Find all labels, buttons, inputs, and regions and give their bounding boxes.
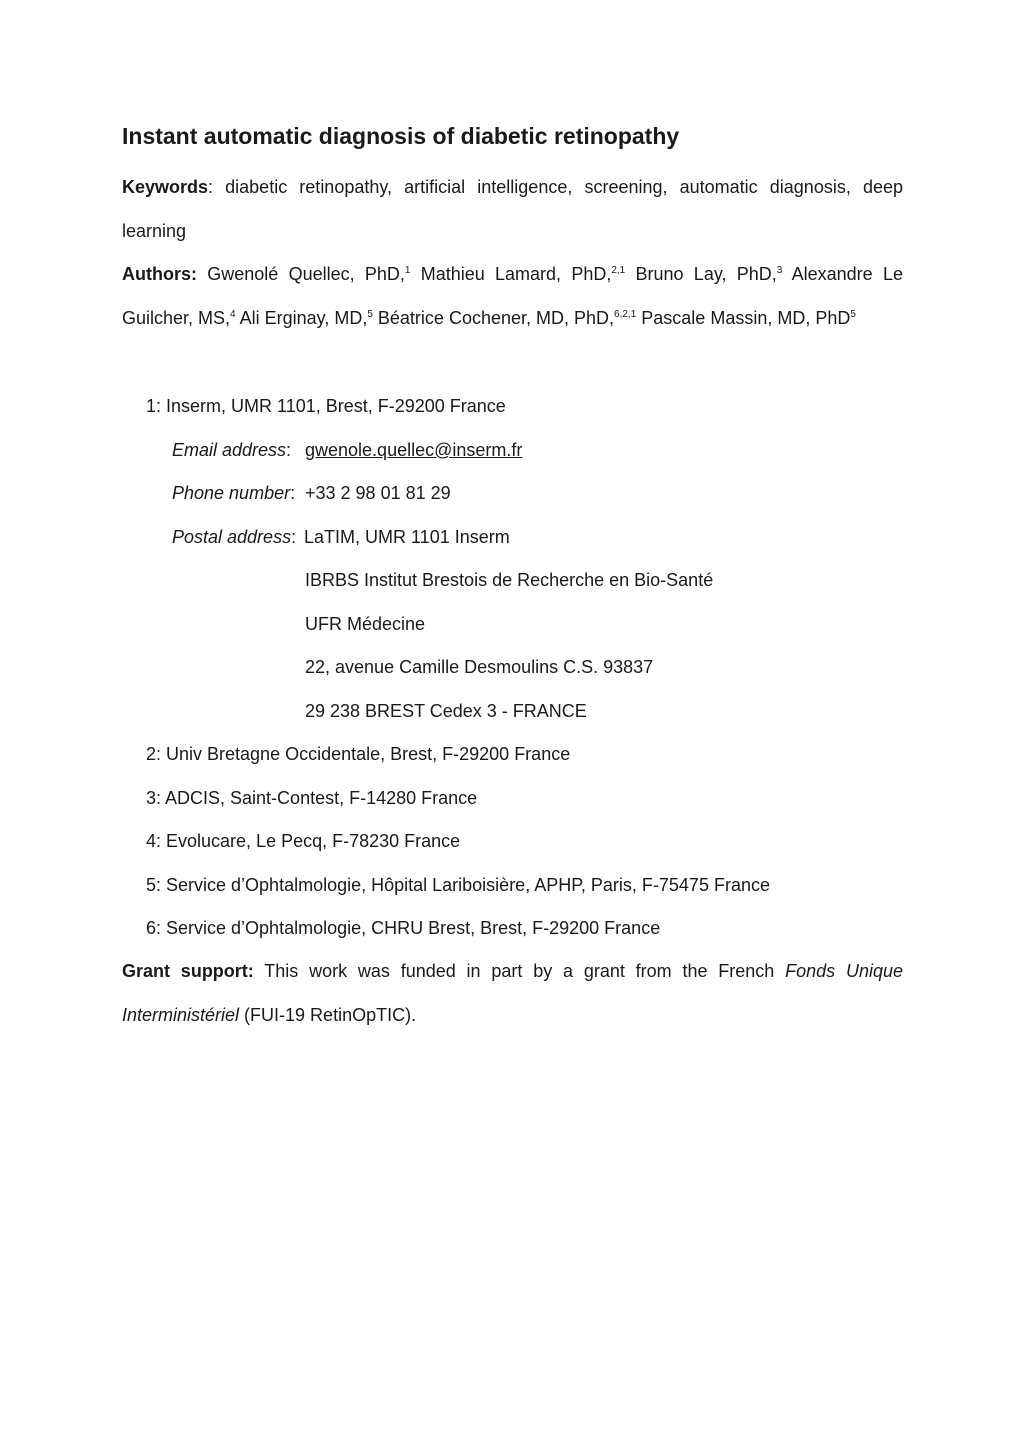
keywords-paragraph [122, 166, 903, 253]
postal-line: LaTIM, UMR 1101 Inserm [304, 527, 510, 547]
phone-value: +33 2 98 01 81 29 [305, 483, 451, 503]
author-name: Béatrice Cochener, MD, PhD, [377, 307, 615, 328]
affiliation-5: 5: Service d’Ophtalmologie, Hôpital Lariboisière, APHP, Paris, F-75475 France [146, 875, 770, 895]
affiliation-3: 3: ADCIS, Saint-Contest, F-14280 France [146, 788, 478, 808]
grant-paragraph [122, 950, 903, 1037]
author-name: Mathieu Lamard, PhD, [420, 264, 612, 284]
author-name: Gwenolé Quellec, PhD, [207, 264, 405, 284]
email-link[interactable]: gwenole.quellec@inserm.fr [305, 440, 523, 460]
postal-label: Postal address: [172, 527, 297, 547]
grant-fund-name: Fonds Unique Interministériel [122, 961, 903, 1025]
email-value [305, 438, 522, 462]
author-name: Alexandre Le Guilcher, MS, [122, 264, 903, 328]
affiliation-6: 6: Service d’Ophtalmologie, CHRU Brest, Brest, F-29200 France [146, 918, 661, 938]
authors-label: Authors: [122, 264, 197, 284]
postal-line: IBRBS Institut Brestois de Recherche en Bio-Santé [305, 570, 714, 590]
phone-label: Phone number: [172, 483, 296, 503]
postal-line: UFR Médecine [305, 614, 426, 634]
authors-paragraph [122, 253, 903, 340]
author-name: Ali Erginay, MD, [239, 307, 368, 328]
author-name: Pascale Massin, MD, PhD [641, 307, 851, 328]
author-affiliation-marker: 1 [404, 265, 411, 276]
affiliation-2: 2: Univ Bretagne Occidentale, Brest, F-29200 France [146, 744, 571, 764]
author-affiliation-marker: 5 [367, 308, 373, 320]
email-label: Email address: [172, 440, 292, 460]
grant-label: Grant support: [122, 961, 254, 981]
author-affiliation-marker: 3 [776, 265, 783, 276]
postal-line: 29 238 BREST Cedex 3 - FRANCE [305, 701, 587, 721]
grant-text-before: This work was funded in part by a grant from the French [253, 961, 786, 981]
affiliation-4: 4: Evolucare, Le Pecq, F-78230 France [146, 831, 461, 851]
author-list [122, 264, 903, 328]
author-affiliation-marker: 5 [850, 308, 856, 320]
keywords-text: : diabetic retinopathy, artificial intelligence, screening, automatic diagnosis, deep learning [122, 177, 903, 241]
grant-text-after: (FUI-19 RetinOpTIC). [239, 1004, 417, 1025]
author-affiliation-marker: 4 [230, 308, 236, 320]
author-name: Bruno Lay, PhD, [635, 264, 777, 284]
keywords-label: Keywords [122, 177, 209, 197]
author-affiliation-marker: 2,1 [611, 265, 626, 276]
author-separator [625, 264, 635, 284]
author-affiliation-marker: 6,2,1 [614, 308, 637, 320]
affiliation-1: 1: Inserm, UMR 1101, Brest, F-29200 France [146, 396, 506, 416]
paper-title: Instant automatic diagnosis of diabetic retinopathy [122, 123, 680, 149]
author-separator [410, 264, 420, 284]
postal-line: 22, avenue Camille Desmoulins C.S. 93837 [305, 657, 654, 677]
author-separator [782, 264, 791, 284]
